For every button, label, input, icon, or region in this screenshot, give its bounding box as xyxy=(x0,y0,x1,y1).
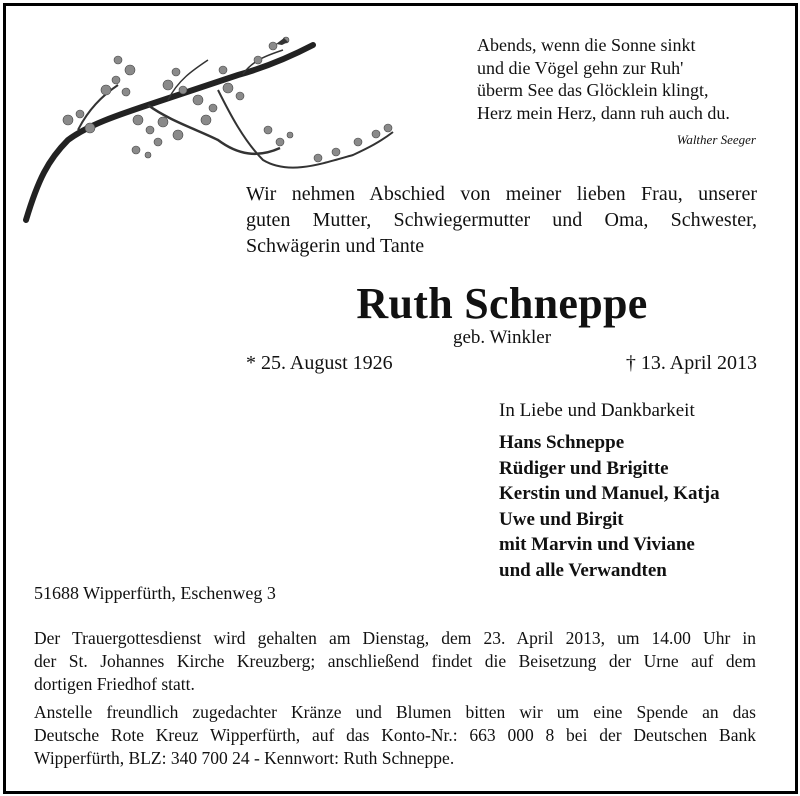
mourner-name: Rüdiger und Brigitte xyxy=(499,457,669,479)
farewell-line: guten Mutter, Schwiegermutter und Oma, Schwester, xyxy=(246,209,757,231)
poem-line: überm See das Glöcklein klingt, xyxy=(477,80,709,100)
branch-twig xyxy=(218,90,393,168)
mourners-list xyxy=(499,430,720,584)
donation-line: Deutsche Rote Kreuz Wipperfürth, auf das Konto-Nr.: 663 000 8 bei der Deutschen Bank xyxy=(34,725,756,745)
poem-line: Abends, wenn die Sonne sinkt xyxy=(477,35,696,55)
service-line: Der Trauergottesdienst wird gehalten am Dienstag, dem 23. April 2013, um 14.00 Uhr in xyxy=(34,628,756,648)
poem-line: Herz mein Herz, dann ruh auch du. xyxy=(477,102,730,123)
mourner-name: mit Marvin und Viviane xyxy=(499,534,695,556)
farewell-text xyxy=(246,181,757,259)
maiden-name: geb. Winkler xyxy=(452,327,552,348)
branch-twig xyxy=(148,105,280,154)
mourners-intro: In Liebe und Dankbarkeit xyxy=(499,400,695,421)
poem-author: Walther Seeger xyxy=(676,132,756,147)
address: 51688 Wipperfürth, Eschenweg 3 xyxy=(34,583,276,603)
service-info xyxy=(34,627,756,696)
mourner-name: und alle Verwandten xyxy=(499,559,667,581)
poem-line: und die Vögel gehn zur Ruh' xyxy=(477,57,684,78)
farewell-line: Schwägerin und Tante xyxy=(246,235,425,257)
mourner-name: Kerstin und Manuel, Katja xyxy=(499,483,720,505)
service-line: dortigen Friedhof statt. xyxy=(34,674,195,694)
mourner-name: Uwe und Birgit xyxy=(499,508,624,530)
farewell-line: Wir nehmen Abschied von meiner lieben Frau, unserer xyxy=(246,183,757,205)
donation-info xyxy=(34,701,756,770)
donation-line: Anstelle freundlich zugedachter Kränze und Blumen bitten wir um eine Spende an das xyxy=(34,702,756,722)
service-line: der St. Johannes Kirche Kreuzberg; anschließend findet die Beisetzung der Urne auf dem xyxy=(34,651,756,671)
blossoms xyxy=(63,37,392,162)
donation-line: Wipperfürth, BLZ: 340 700 24 - Kennwort: Ruth Schneppe. xyxy=(34,748,455,768)
birth-date: * 25. August 1926 xyxy=(246,352,393,374)
deceased-name: Ruth Schneppe xyxy=(356,279,648,328)
mourner-name: Hans Schneppe xyxy=(499,432,625,453)
death-date: † 13. April 2013 xyxy=(625,352,757,374)
poem xyxy=(477,34,730,124)
